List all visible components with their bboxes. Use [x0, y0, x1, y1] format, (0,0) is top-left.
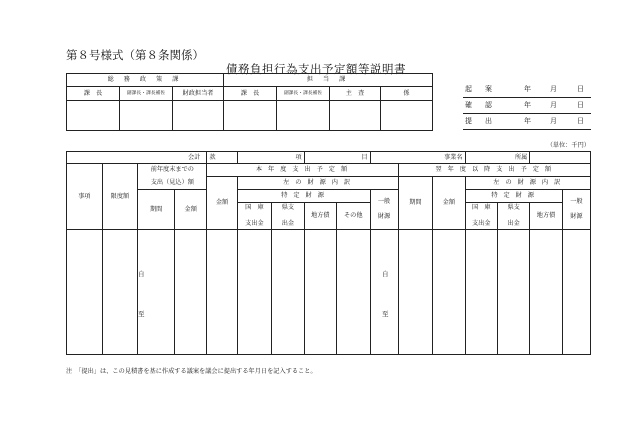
dept-in-charge: 担 当 課: [224, 74, 433, 87]
national-subsidy-cell[interactable]: [237, 230, 272, 355]
limit-amount-cell[interactable]: [102, 230, 138, 355]
amount-header: 金額: [433, 176, 465, 230]
role-label: 財政担当者: [173, 87, 224, 101]
next-amount-cell[interactable]: [433, 230, 465, 355]
item-cell[interactable]: [67, 230, 103, 355]
general-funds-cell[interactable]: [370, 230, 398, 355]
period-from-marker: 自: [138, 270, 145, 278]
date-label: 提 出: [465, 117, 495, 125]
period-header: 期間: [398, 176, 433, 230]
prefecture-subsidy-header: 県支 出金: [497, 203, 529, 230]
date-row-submit[interactable]: [463, 114, 591, 130]
document-title: 債務負担行為支出予定額等説明書: [226, 62, 406, 76]
stamp-box[interactable]: [330, 101, 381, 131]
accounts-label: 会計: [67, 152, 207, 164]
expenditure-table: [66, 151, 591, 355]
period-from-marker: 自: [382, 270, 389, 278]
general-funds-cell[interactable]: [562, 230, 590, 355]
department-value[interactable]: [530, 152, 591, 164]
date-row-draft[interactable]: [463, 82, 591, 98]
kou-label: 項: [237, 152, 304, 164]
local-bond-other-cell[interactable]: [530, 230, 562, 355]
date-label: 確 認: [465, 101, 495, 109]
role-label: 副課長・課長補佐: [120, 87, 173, 101]
month-unit: 月: [550, 101, 557, 109]
role-label: 係: [381, 87, 433, 101]
local-bond-header: 地方債: [304, 203, 336, 230]
amount-header: 金額: [207, 176, 237, 230]
next-period-cell[interactable]: [398, 230, 433, 355]
approval-stamp-table: [66, 73, 433, 131]
date-fields: [463, 82, 591, 130]
other-header: その他: [337, 203, 370, 230]
year-unit: 年: [524, 117, 531, 125]
stamp-box[interactable]: [120, 101, 173, 131]
month-unit: 月: [550, 85, 557, 93]
prefecture-subsidy-cell[interactable]: [497, 230, 529, 355]
prev-amount-cell[interactable]: [175, 230, 207, 355]
next-years-header: 翌 年 度 以 降 支 出 予 定 額: [398, 164, 590, 177]
funding-breakdown-header: 左 の 財 源 内 訳: [465, 176, 590, 190]
specific-funds-header: 特 定 財 源: [465, 190, 562, 203]
year-unit: 年: [524, 101, 531, 109]
form-number: 第８号様式（第８条関係）: [66, 48, 204, 62]
national-subsidy-header: 国 庫 支出金: [237, 203, 272, 230]
period-header: 期間: [138, 190, 175, 230]
prev-year-header: 前年度末までの: [138, 164, 207, 177]
day-unit: 日: [577, 101, 584, 109]
unit-note: （単位：千円）: [546, 142, 590, 149]
funding-breakdown-header: 左 の 財 源 内 訳: [237, 176, 398, 190]
national-subsidy-cell[interactable]: [465, 230, 497, 355]
general-funds-header: 一般 財源: [562, 190, 590, 230]
item-header: 事項: [67, 164, 103, 230]
this-year-header: 本 年 度 支 出 予 定 額: [207, 164, 398, 177]
moku-label: 目: [304, 152, 370, 164]
period-to-marker: 至: [138, 310, 145, 318]
role-label: 主 査: [330, 87, 381, 101]
specific-funds-header: 特 定 財 源: [237, 190, 370, 203]
date-label: 起 案: [465, 85, 495, 93]
day-unit: 日: [577, 117, 584, 125]
month-unit: 月: [550, 117, 557, 125]
this-year-amount-cell[interactable]: [207, 230, 237, 355]
prefecture-subsidy-header: 県支 出金: [272, 203, 304, 230]
project-name-label: 事業名: [370, 152, 465, 164]
local-bond-cell[interactable]: [304, 230, 336, 355]
period-to-marker: 至: [382, 310, 389, 318]
local-bond-header: 地方債: [530, 203, 562, 230]
limit-amount-header: 限度額: [102, 164, 138, 230]
stamp-box[interactable]: [67, 101, 120, 131]
stamp-box[interactable]: [381, 101, 433, 131]
prefecture-subsidy-cell[interactable]: [272, 230, 304, 355]
stamp-box[interactable]: [277, 101, 330, 131]
amount-header: 金額: [175, 190, 207, 230]
footnote: 注 「提出」は、この見積書を基に作成する議案を議会に提出する年月日を記入すること。: [66, 368, 317, 375]
day-unit: 日: [577, 85, 584, 93]
date-row-confirm[interactable]: [463, 98, 591, 114]
prev-year-header-2: 支出（見込）額: [138, 176, 207, 190]
year-unit: 年: [524, 85, 531, 93]
stamp-box[interactable]: [224, 101, 277, 131]
role-label: 副課長・課長補佐: [277, 87, 330, 101]
general-funds-header: 一般 財源: [370, 190, 398, 230]
other-cell[interactable]: [337, 230, 370, 355]
role-label: 課 長: [67, 87, 120, 101]
role-label: 課 長: [224, 87, 277, 101]
national-subsidy-header: 国 庫 支出金: [465, 203, 497, 230]
prev-period-cell[interactable]: [138, 230, 175, 355]
stamp-box[interactable]: [173, 101, 224, 131]
department-label: 所属: [465, 152, 530, 164]
dept-general-affairs: 総 務 政 策 課: [67, 74, 224, 87]
kan-label: 款: [207, 152, 237, 164]
